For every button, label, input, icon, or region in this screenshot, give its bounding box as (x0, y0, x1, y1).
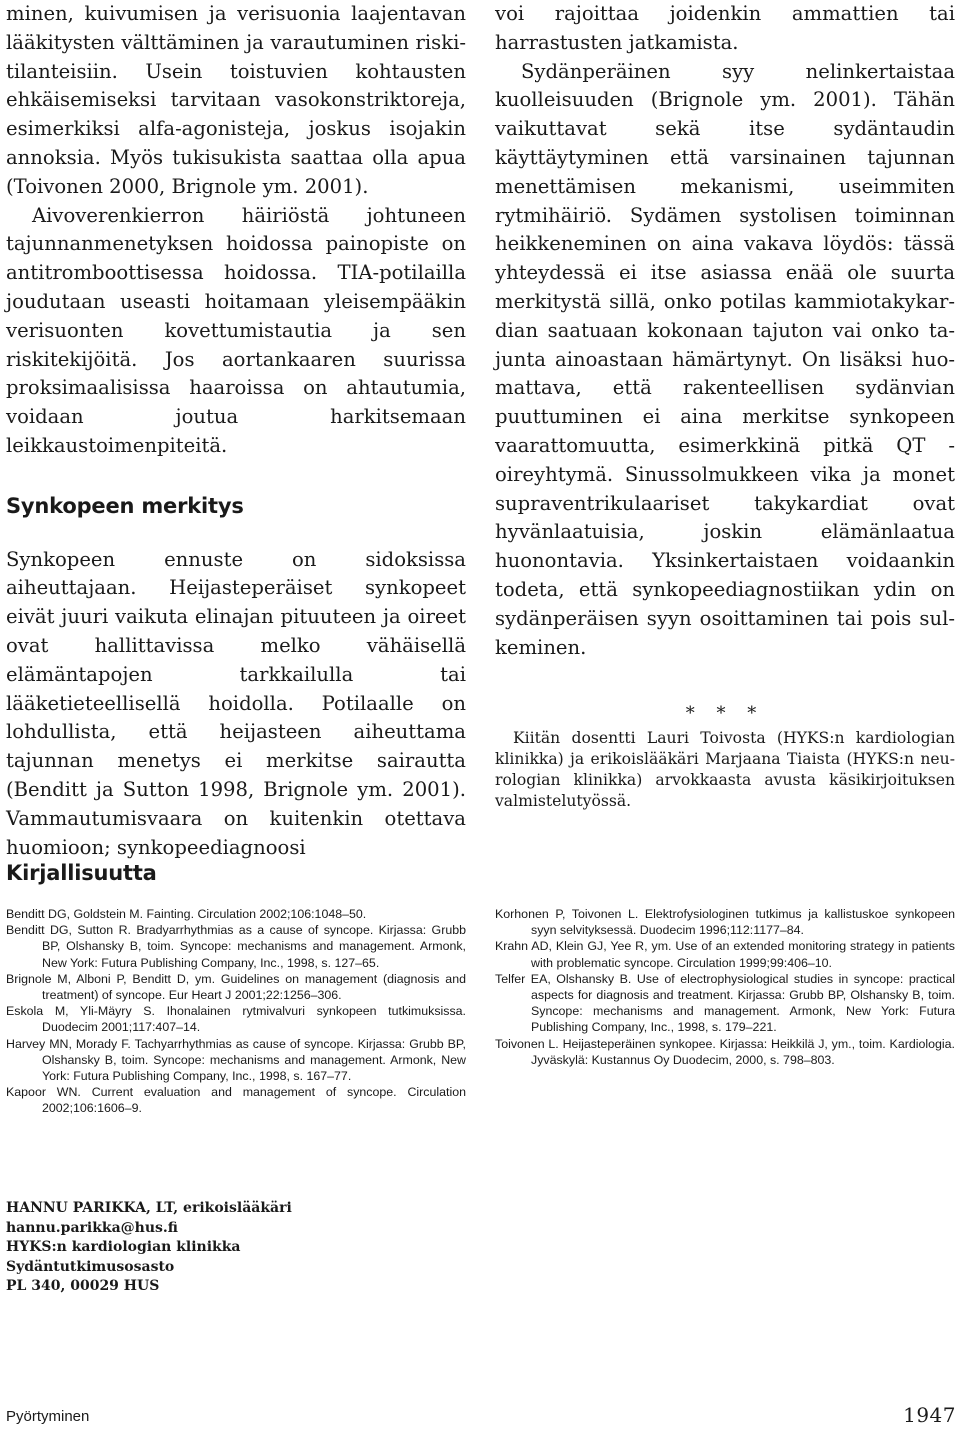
author-name: HANNU PARIKKA, LT, erikoislääkäri (6, 1200, 292, 1216)
author-email[interactable]: hannu.parikka@hus.fi (6, 1219, 178, 1236)
reference-item: Eskola M, Yli-Mäyry S. Ihonalainen rytmivalvuri synkopeen tutkimuksissa. Duodecim 2001;117:407–14. (6, 1004, 466, 1035)
reference-item: Korhonen P, Toivonen L. Elektrofysiologinen tutkimus ja kallistuskoe synkopeen syyn selvityksessä. Duodecim 1996;112:1177–84. (495, 907, 955, 938)
reference-item: Kapoor WN. Current evaluation and management of syncope. Circulation 2002;106:1606–9. (6, 1085, 466, 1116)
reference-item: Telfer EA, Olshansky B. Use of electrophysiological studies in syncope: practical aspects for diagnosis and treatment. Kirjassa: Grubb BP, Olshansky B, toim. Syncope: mechanisms and management. Armonk, New York: Futura Publishing Company, Inc., 1998, s. 179–221. (495, 971, 955, 1035)
reference-item: Benditt DG, Sutton R. Bradyarrhythmias as a cause of syncope. Kirjassa: Grubb BP, Olshansky B, toim. Syncope: mechanisms and management. Armonk, New York: Futura Publishing Company, Inc., 1998, s. 127–65. (6, 923, 466, 970)
author-info (6, 1199, 406, 1297)
body-paragraph: Synkopeen ennuste on sidoksissa aiheuttajaan. Heijasteperäiset synkopeet eivät juuri vaikuta elinajan pituuteen ja oireet ovat hallittavissa melko vähäisellä elämäntapojen tarkkailulla tai lääketieteellisellä hoidolla. Potilaalle on lohdullista, että heijasteen aiheuttama tajunnan menetys ei merkitse sairautta (Benditt ja Sutton 1998, Brignole ym. 2001). Vammautumisvaara on kuitenkin otettava huomioon; synkopeediagnoosi (6, 547, 466, 859)
reference-item: Benditt DG, Goldstein M. Fainting. Circulation 2002;106:1048–50. (6, 907, 367, 921)
section-separator: * * * (685, 703, 765, 725)
reference-item: Toivonen L. Heijasteperäinen synkopee. Kirjassa: Heikkilä J, ym., toim. Kardiologia. Jyväskylä: Kustannus Oy Duodecim, 2000, s. 798–803. (495, 1036, 955, 1067)
left-text-column (6, 0, 466, 862)
footer-section-title: Pyörtyminen (6, 1408, 90, 1425)
right-text-column (495, 0, 955, 812)
references-list-right (495, 906, 955, 1068)
reference-item: Harvey MN, Morady F. Tachyarrhythmias as cause of syncope. Kirjassa: Grubb BP, Olshansky B, toim. Syncope: mechanisms and management. Armonk, New York: Futura Publishing Company, Inc., 1998, s. 167–77. (6, 1036, 466, 1084)
section-heading: Synkopeen merkitys (6, 493, 244, 518)
reference-item: Krahn AD, Klein GJ, Yee R, ym. Use of an extended monitoring strategy in patients with problematic syncope. Circulation 1999;99:406–10. (495, 939, 955, 970)
body-paragraph: Aivoverenkierron häiriöstä johtuneen tajunnanmenetyksen hoidossa painopiste on antitromboottisessa hoidossa. TIA-potilailla joudutaan useasti hoitamaan yleisempääkin verisuonten kovettumistautia ja sen riskitekijöitä. Jos aortankaaren suurissa proksimaalisissa haaroissa on ahtautumia, voidaan joutua harkitsemaan leikkaustoimenpiteitä. (6, 203, 466, 457)
body-paragraph: Sydänperäinen syy nelinkertaistaa kuolleisuuden (Brignole ym. 2001). Tähän vaikuttavat sekä itse sydäntaudin käyttäytyminen että varsinainen tajunnan menettämisen mekanismi, useimmiten rytmihäiriö. Sydämen systolisen toiminnan heikkeneminen on aina vakava löydös: tässä yhteydessä ei itse asiassa enää ole suurta merkitystä sillä, onko potilas kammiotakykardian saatuaan kokonaan tajuton vai onko tajunta ainoastaan hämärtynyt. On lisäksi huomattava, että rakenteellisen sydänvian puuttuminen ei aina merkitse synkopeen vaarattomuutta, esimerkkinä pitkä QT -oireyhtymä. Sinussolmukkeen vika ja monet supraventrikulaariset takykardiat ovat hyvänlaatuisia, joskin elämänlaatua huonontavia. Yksinkertaistaen voidaankin todeta, että synkopeediagnostiikan ydin on sydänperäisen syyn osoittaminen tai pois sulkeminen. (495, 59, 955, 659)
author-affiliation: HYKS:n kardiologian klinikka (6, 1239, 241, 1256)
body-paragraph: voi rajoittaa joidenkin ammattien tai harrastusten jatkamista. (495, 2, 955, 54)
author-address: PL 340, 00029 HUS (6, 1278, 160, 1295)
acknowledgement: Kiitän dosentti Lauri Toivosta (HYKS:n kardiologian klinikka) ja erikoislääkäri Marjaana Tiaista (HYKS:n neurologian klinikka) arvokkaasta avusta käsikirjoituksen valmistelutyössä. (495, 729, 955, 811)
reference-item: Brignole M, Alboni P, Benditt D, ym. Guidelines on management (diagnosis and treatment) of syncope. Eur Heart J 2001;22:1256–306. (6, 971, 466, 1003)
references-list-left (6, 906, 466, 1117)
page-number: 1947 (903, 1403, 956, 1427)
author-unit: Sydäntutkimusosasto (6, 1258, 175, 1275)
references-heading: Kirjallisuutta (6, 861, 157, 885)
body-paragraph: minen, kuivumisen ja verisuonia laajentavan lääkitysten välttäminen ja varautuminen riskitilanteisiin. Usein toistuvien kohtausten ehkäisemiseksi tarvitaan vasokonstriktoreja, esimerkiksi alfa-agonisteja, joskus isojakin annoksia. Myös tukisukista saattaa olla apua (Toivonen 2000, Brignole ym. 2001). (6, 2, 466, 198)
